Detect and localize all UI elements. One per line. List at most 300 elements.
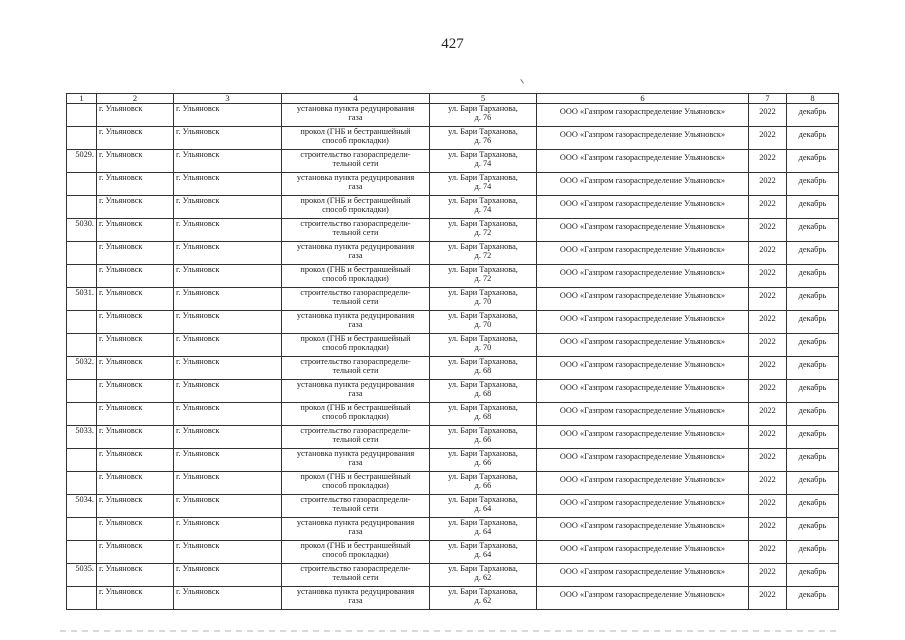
year-cell [749,196,787,219]
work-type-cell [282,150,430,173]
address-cell-text-line-1: ул. Бари Тарханова, [448,587,518,596]
settlement-cell-text: г. Ульяновск [99,403,143,412]
settlement-cell-text: г. Ульяновск [99,196,143,205]
address-cell [430,564,537,587]
address-cell-text-line-2: д. 76 [474,136,492,145]
month-cell [787,541,839,564]
work-type-cell [282,104,430,127]
settlement-cell [97,311,174,334]
address-cell-text-line-2: д. 64 [474,550,492,559]
month-cell-text: декабрь [798,130,827,139]
municipality-cell-text: г. Ульяновск [176,104,220,113]
work-type-cell-text-line-1: прокол (ГНБ и бестраншейный [300,196,411,205]
settlement-cell-text: г. Ульяновск [99,472,143,481]
work-type-cell [282,518,430,541]
settlement-cell [97,334,174,357]
settlement-cell [97,150,174,173]
municipality-cell-text: г. Ульяновск [176,518,220,527]
municipality-cell-text: г. Ульяновск [176,127,220,136]
municipality-cell [174,426,282,449]
work-type-cell-text-line-1: установка пункта редуцирования [296,380,415,389]
municipality-cell [174,311,282,334]
works-table [66,93,839,610]
executor-cell [537,334,749,357]
settlement-cell-text: г. Ульяновск [99,541,143,550]
work-type-cell [282,495,430,518]
work-type-cell [282,403,430,426]
year-cell [749,127,787,150]
work-type-cell [282,265,430,288]
month-cell [787,150,839,173]
address-cell-text-line-2: д. 70 [474,320,492,329]
municipality-cell [174,541,282,564]
address-cell-text-line-2: д. 74 [474,182,492,191]
year-cell-text: 2022 [759,406,776,415]
year-cell [749,380,787,403]
executor-cell-text: ООО «Газпром газораспределение Ульяновск» [559,521,726,530]
table-row [67,587,839,610]
executor-cell-text: ООО «Газпром газораспределение Ульяновск» [559,429,726,438]
municipality-cell [174,219,282,242]
address-cell-text-line-1: ул. Бари Тарханова, [448,518,518,527]
settlement-cell-text: г. Ульяновск [99,587,143,596]
year-cell [749,564,787,587]
municipality-cell [174,150,282,173]
executor-cell-text: ООО «Газпром газораспределение Ульяновск» [559,337,726,346]
header-col-7: 7 [749,94,787,104]
settlement-cell-text: г. Ульяновск [99,311,143,320]
address-cell-text-line-1: ул. Бари Тарханова, [448,334,518,343]
row-number [67,564,97,587]
address-cell-text-line-1: ул. Бари Тарханова, [448,196,518,205]
address-cell [430,587,537,610]
address-cell [430,173,537,196]
year-cell-text: 2022 [759,222,776,231]
month-cell [787,472,839,495]
executor-cell-text: ООО «Газпром газораспределение Ульяновск» [559,291,726,300]
month-cell [787,288,839,311]
municipality-cell-text: г. Ульяновск [176,265,220,274]
work-type-cell-text-line-1: строительство газораспредели- [300,564,411,573]
municipality-cell-text: г. Ульяновск [176,380,220,389]
year-cell-text: 2022 [759,360,776,369]
year-cell-text: 2022 [759,567,776,576]
municipality-cell-text: г. Ульяновск [176,242,220,251]
address-cell-text-line-1: ул. Бари Тарханова, [448,173,518,182]
work-type-cell-text-line-2: способ прокладки) [322,343,389,352]
executor-cell-text: ООО «Газпром газораспределение Ульяновск» [559,544,726,553]
month-cell-text: декабрь [798,429,827,438]
executor-cell [537,449,749,472]
year-cell [749,311,787,334]
municipality-cell [174,357,282,380]
address-cell [430,150,537,173]
table-row [67,334,839,357]
table-row [67,472,839,495]
work-type-cell [282,587,430,610]
municipality-cell-text: г. Ульяновск [176,495,220,504]
settlement-cell-text: г. Ульяновск [99,495,143,504]
month-cell [787,380,839,403]
municipality-cell-text: г. Ульяновск [176,173,220,182]
work-type-cell-text-line-2: газа [348,389,363,398]
work-type-cell [282,564,430,587]
work-type-cell-text-line-1: прокол (ГНБ и бестраншейный [300,403,411,412]
municipality-cell [174,288,282,311]
address-cell-text-line-1: ул. Бари Тарханова, [448,219,518,228]
municipality-cell-text: г. Ульяновск [176,219,220,228]
settlement-cell-text: г. Ульяновск [99,104,143,113]
work-type-cell-text-line-1: установка пункта редуцирования [296,449,415,458]
executor-cell [537,219,749,242]
address-cell [430,127,537,150]
row-number [67,380,97,403]
year-cell-text: 2022 [759,590,776,599]
work-type-cell-text-line-1: установка пункта редуцирования [296,587,415,596]
executor-cell-text: ООО «Газпром газораспределение Ульяновск» [559,383,726,392]
municipality-cell [174,403,282,426]
executor-cell [537,311,749,334]
work-type-cell-text-line-2: тельной сети [332,297,379,306]
work-type-cell-text-line-2: способ прокладки) [322,136,389,145]
row-number [67,426,97,449]
row-number [67,403,97,426]
month-cell-text: декабрь [798,360,827,369]
settlement-cell-text: г. Ульяновск [99,380,143,389]
table-body [67,104,839,610]
municipality-cell-text: г. Ульяновск [176,587,220,596]
executor-cell [537,265,749,288]
year-cell [749,541,787,564]
settlement-cell [97,426,174,449]
work-type-cell-text-line-2: газа [348,113,363,122]
work-type-cell-text-line-1: установка пункта редуцирования [296,311,415,320]
year-cell [749,288,787,311]
settlement-cell-text: г. Ульяновск [99,449,143,458]
address-cell-text-line-2: д. 70 [474,297,492,306]
municipality-cell [174,104,282,127]
month-cell-text: декабрь [798,383,827,392]
executor-cell-text: ООО «Газпром газораспределение Ульяновск» [559,498,726,507]
row-number [67,472,97,495]
municipality-cell [174,173,282,196]
work-type-cell-text-line-2: тельной сети [332,435,379,444]
address-cell-text-line-2: д. 76 [474,113,492,122]
month-cell [787,564,839,587]
table-row [67,219,839,242]
executor-cell-text: ООО «Газпром газораспределение Ульяновск» [559,222,726,231]
table-row [67,380,839,403]
executor-cell [537,242,749,265]
table-row [67,449,839,472]
work-type-cell [282,311,430,334]
work-type-cell-text-line-1: строительство газораспредели- [300,150,411,159]
month-cell [787,449,839,472]
table-row [67,564,839,587]
municipality-cell-text: г. Ульяновск [176,541,220,550]
address-cell [430,265,537,288]
address-cell [430,495,537,518]
table-row [67,196,839,219]
municipality-cell [174,587,282,610]
work-type-cell-text-line-2: способ прокладки) [322,205,389,214]
year-cell [749,150,787,173]
work-type-cell-text-line-2: газа [348,320,363,329]
table-row [67,518,839,541]
address-cell [430,311,537,334]
year-cell-text: 2022 [759,268,776,277]
settlement-cell-text: г. Ульяновск [99,564,143,573]
year-cell-text: 2022 [759,245,776,254]
month-cell [787,426,839,449]
executor-cell-text: ООО «Газпром газораспределение Ульяновск» [559,268,726,277]
row-number [67,311,97,334]
month-cell-text: декабрь [798,406,827,415]
year-cell [749,449,787,472]
executor-cell-text: ООО «Газпром газораспределение Ульяновск» [559,590,726,599]
work-type-cell-text-line-2: газа [348,596,363,605]
header-col-5: 5 [430,94,537,104]
table-row [67,150,839,173]
address-cell-text-line-2: д. 72 [474,228,492,237]
row-number-text: 5035. [75,564,94,573]
table-row [67,426,839,449]
year-cell-text: 2022 [759,130,776,139]
address-cell [430,518,537,541]
work-type-cell-text-line-1: строительство газораспредели- [300,426,411,435]
work-type-cell [282,357,430,380]
year-cell [749,334,787,357]
work-type-cell [282,380,430,403]
work-type-cell [282,288,430,311]
table-row [67,541,839,564]
address-cell-text-line-2: д. 70 [474,343,492,352]
executor-cell-text: ООО «Газпром газораспределение Ульяновск» [559,475,726,484]
month-cell [787,403,839,426]
executor-cell-text: ООО «Газпром газораспределение Ульяновск» [559,153,726,162]
row-number [67,495,97,518]
settlement-cell-text: г. Ульяновск [99,127,143,136]
executor-cell-text: ООО «Газпром газораспределение Ульяновск» [559,452,726,461]
address-cell-text-line-2: д. 66 [474,458,492,467]
row-number-text: 5031. [75,288,94,297]
address-cell [430,196,537,219]
settlement-cell-text: г. Ульяновск [99,357,143,366]
work-type-cell-text-line-1: прокол (ГНБ и бестраншейный [300,472,411,481]
executor-cell [537,564,749,587]
row-number [67,173,97,196]
settlement-cell [97,380,174,403]
month-cell [787,587,839,610]
address-cell-text-line-2: д. 68 [474,412,492,421]
table-row [67,265,839,288]
work-type-cell [282,219,430,242]
executor-cell-text: ООО «Газпром газораспределение Ульяновск» [559,567,726,576]
month-cell-text: декабрь [798,291,827,300]
address-cell-text-line-1: ул. Бари Тарханова, [448,449,518,458]
row-number [67,357,97,380]
month-cell [787,311,839,334]
executor-cell-text: ООО «Газпром газораспределение Ульяновск» [559,314,726,323]
municipality-cell [174,265,282,288]
header-col-8: 8 [787,94,839,104]
address-cell-text-line-1: ул. Бари Тарханова, [448,311,518,320]
month-cell-text: декабрь [798,176,827,185]
year-cell-text: 2022 [759,176,776,185]
address-cell-text-line-2: д. 64 [474,527,492,536]
address-cell-text-line-2: д. 68 [474,389,492,398]
municipality-cell-text: г. Ульяновск [176,472,220,481]
executor-cell-text: ООО «Газпром газораспределение Ульяновск» [559,245,726,254]
settlement-cell [97,219,174,242]
address-cell-text-line-2: д. 62 [474,596,492,605]
municipality-cell-text: г. Ульяновск [176,357,220,366]
address-cell-text-line-1: ул. Бари Тарханова, [448,426,518,435]
header-col-6: 6 [537,94,749,104]
municipality-cell-text: г. Ульяновск [176,403,220,412]
work-type-cell-text-line-1: прокол (ГНБ и бестраншейный [300,127,411,136]
address-cell-text-line-2: д. 72 [474,274,492,283]
work-type-cell-text-line-2: тельной сети [332,228,379,237]
address-cell [430,541,537,564]
settlement-cell-text: г. Ульяновск [99,265,143,274]
year-cell [749,357,787,380]
work-type-cell-text-line-2: способ прокладки) [322,274,389,283]
month-cell-text: декабрь [798,268,827,277]
month-cell [787,104,839,127]
scan-artifact-mark [517,79,524,86]
settlement-cell [97,403,174,426]
month-cell-text: декабрь [798,498,827,507]
settlement-cell-text: г. Ульяновск [99,150,143,159]
row-number [67,150,97,173]
address-cell-text-line-2: д. 68 [474,366,492,375]
settlement-cell [97,449,174,472]
year-cell [749,426,787,449]
month-cell [787,357,839,380]
settlement-cell [97,472,174,495]
municipality-cell-text: г. Ульяновск [176,426,220,435]
row-number [67,196,97,219]
row-number [67,127,97,150]
municipality-cell-text: г. Ульяновск [176,311,220,320]
page-number: 427 [441,36,464,52]
year-cell-text: 2022 [759,107,776,116]
work-type-cell-text-line-1: строительство газораспредели- [300,495,411,504]
work-type-cell-text-line-1: установка пункта редуцирования [296,104,415,113]
municipality-cell [174,449,282,472]
row-number-text: 5034. [75,495,94,504]
year-cell-text: 2022 [759,291,776,300]
month-cell-text: декабрь [798,222,827,231]
month-cell-text: декабрь [798,544,827,553]
settlement-cell [97,196,174,219]
municipality-cell [174,242,282,265]
row-number-text: 5030. [75,219,94,228]
municipality-cell [174,495,282,518]
row-number [67,518,97,541]
address-cell-text-line-2: д. 74 [474,159,492,168]
executor-cell [537,104,749,127]
month-cell-text: декабрь [798,521,827,530]
address-cell-text-line-1: ул. Бари Тарханова, [448,150,518,159]
work-type-cell-text-line-2: способ прокладки) [322,412,389,421]
month-cell-text: декабрь [798,153,827,162]
address-cell [430,104,537,127]
work-type-cell-text-line-2: газа [348,527,363,536]
year-cell-text: 2022 [759,498,776,507]
municipality-cell [174,380,282,403]
work-type-cell [282,426,430,449]
year-cell-text: 2022 [759,383,776,392]
work-type-cell-text-line-2: способ прокладки) [322,481,389,490]
settlement-cell [97,495,174,518]
work-type-cell-text-line-1: прокол (ГНБ и бестраншейный [300,265,411,274]
year-cell [749,219,787,242]
row-number [67,587,97,610]
municipality-cell [174,518,282,541]
address-cell [430,219,537,242]
address-cell-text-line-2: д. 62 [474,573,492,582]
month-cell [787,495,839,518]
address-cell [430,288,537,311]
row-number [67,104,97,127]
settlement-cell-text: г. Ульяновск [99,288,143,297]
address-cell-text-line-1: ул. Бари Тарханова, [448,104,518,113]
year-cell-text: 2022 [759,521,776,530]
address-cell [430,426,537,449]
row-number [67,219,97,242]
work-type-cell-text-line-2: газа [348,458,363,467]
municipality-cell [174,127,282,150]
header-col-3: 3 [174,94,282,104]
address-cell-text-line-1: ул. Бари Тарханова, [448,265,518,274]
address-cell [430,449,537,472]
year-cell-text: 2022 [759,475,776,484]
executor-cell-text: ООО «Газпром газораспределение Ульяновск» [559,130,726,139]
table-row [67,242,839,265]
municipality-cell [174,196,282,219]
table-row [67,173,839,196]
month-cell-text: декабрь [798,337,827,346]
month-cell [787,173,839,196]
year-cell-text: 2022 [759,337,776,346]
year-cell-text: 2022 [759,429,776,438]
work-type-cell [282,449,430,472]
address-cell-text-line-1: ул. Бари Тарханова, [448,564,518,573]
work-type-cell [282,541,430,564]
settlement-cell [97,518,174,541]
executor-cell [537,380,749,403]
address-cell-text-line-2: д. 72 [474,251,492,260]
table-row [67,127,839,150]
year-cell-text: 2022 [759,314,776,323]
table-row [67,403,839,426]
table-row [67,357,839,380]
executor-cell-text: ООО «Газпром газораспределение Ульяновск» [559,107,726,116]
settlement-cell [97,541,174,564]
month-cell [787,265,839,288]
table-row [67,288,839,311]
address-cell-text-line-1: ул. Бари Тарханова, [448,288,518,297]
work-type-cell [282,196,430,219]
address-cell [430,242,537,265]
work-type-cell-text-line-1: установка пункта редуцирования [296,242,415,251]
row-number-text: 5029. [75,150,94,159]
work-type-cell-text-line-1: строительство газораспредели- [300,288,411,297]
month-cell-text: декабрь [798,567,827,576]
year-cell [749,242,787,265]
